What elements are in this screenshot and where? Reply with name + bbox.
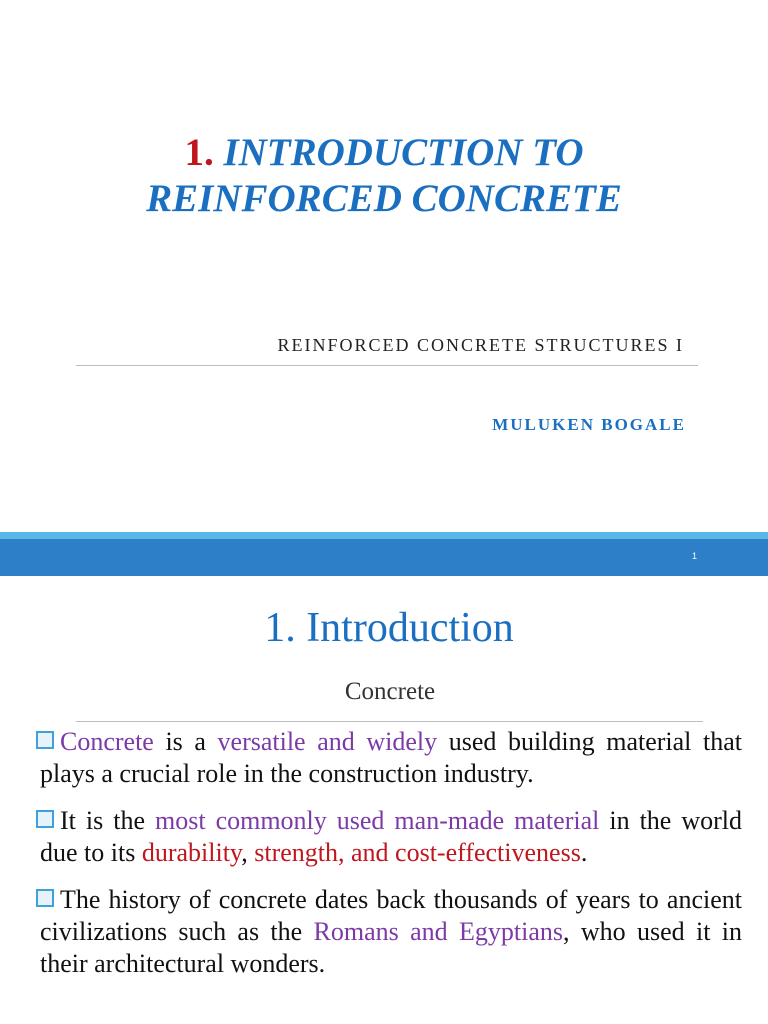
bullet-text: most commonly used man-made material xyxy=(155,806,600,835)
bullet-text: used building material that plays a crucial role in the construction industry. xyxy=(40,727,742,788)
bullet-text: in the world due to its xyxy=(40,806,742,867)
bullet-list xyxy=(40,726,742,995)
bullet-text: The history of concrete dates back thousands of years to ancient civilizations such as the xyxy=(40,885,742,946)
page-number: 1 xyxy=(691,551,697,561)
title-line-1: INTRODUCTION TO xyxy=(223,131,584,174)
checkbox-bullet-icon xyxy=(36,810,54,828)
title-line-2: REINFORCED CONCRETE xyxy=(146,177,622,220)
bullet-text: durability xyxy=(141,838,242,867)
divider xyxy=(76,365,698,366)
bullet-text: versatile and widely xyxy=(217,727,438,756)
bullet-text: is a xyxy=(153,727,218,756)
bullet-item xyxy=(40,805,742,869)
title-number: 1. xyxy=(184,131,214,174)
bullet-text: Concrete xyxy=(60,727,154,756)
bullet-text: , who used it in their architectural wonders. xyxy=(40,917,742,978)
bullet-item xyxy=(40,884,742,980)
slide-title xyxy=(0,130,768,222)
bullet-text: It is the xyxy=(60,806,155,835)
checkbox-bullet-icon xyxy=(36,731,54,749)
divider xyxy=(76,721,703,722)
bullet-text: Romans and Egyptians xyxy=(313,917,563,946)
bullet-text: , xyxy=(241,838,255,867)
section-title: 1. Introduction xyxy=(264,605,514,651)
footer-band-accent xyxy=(0,532,768,539)
bullet-item xyxy=(40,726,742,790)
content-slide xyxy=(0,576,768,1024)
bullet-text: . xyxy=(580,838,588,867)
author-name: MULUKEN BOGALE xyxy=(492,415,686,434)
section-subtitle: Concrete xyxy=(344,678,436,705)
course-subtitle: REINFORCED CONCRETE STRUCTURES I xyxy=(277,335,684,355)
checkbox-bullet-icon xyxy=(36,889,54,907)
footer-band xyxy=(0,539,768,576)
bullet-text: strength, and cost-effectiveness xyxy=(254,838,581,867)
